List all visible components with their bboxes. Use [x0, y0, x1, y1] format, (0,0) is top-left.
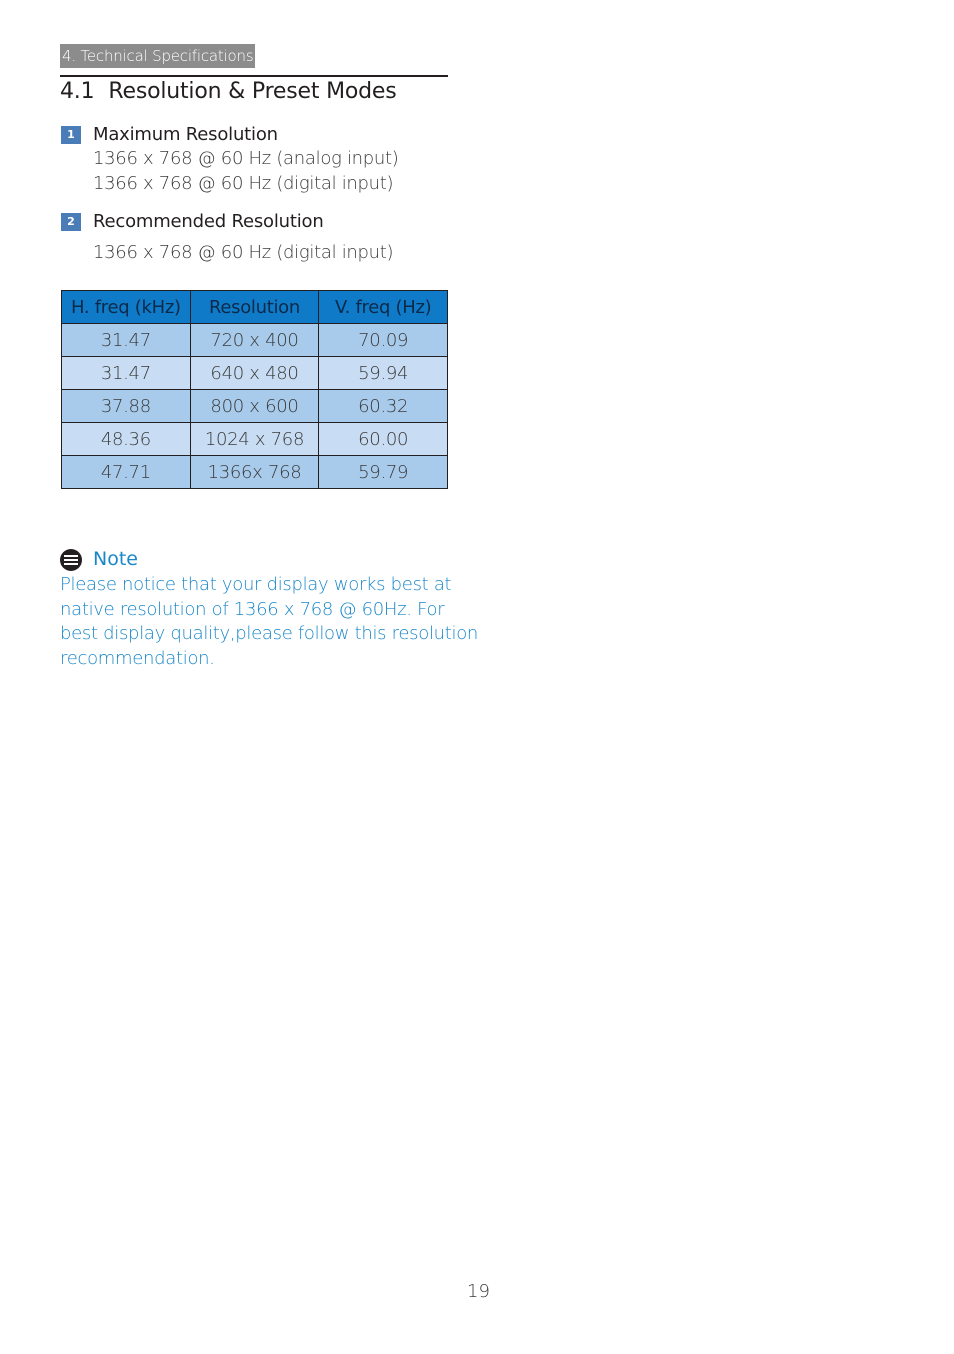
table-row [62, 423, 448, 456]
table-cell: 1366x 768 [190, 456, 319, 489]
table-row [62, 324, 448, 357]
table-cell: 31.47 [62, 357, 191, 390]
item-number-badge: 2 [61, 213, 81, 231]
table-cell: 48.36 [62, 423, 191, 456]
column-header: Resolution [190, 291, 319, 324]
section-number: 4.1 [60, 79, 95, 104]
table-cell: 800 x 600 [190, 390, 319, 423]
item-line: 1366 x 768 @ 60 Hz (digital input) [93, 242, 394, 263]
table-cell: 720 x 400 [190, 324, 319, 357]
table-cell: 31.47 [62, 324, 191, 357]
table-cell: 59.79 [319, 456, 448, 489]
table-cell: 37.88 [62, 390, 191, 423]
note-line: Please notice that your display works best at [60, 574, 452, 595]
note-text [60, 573, 479, 671]
preset-modes-table [61, 290, 448, 489]
table-cell: 60.32 [319, 390, 448, 423]
note-line: best display quality,please follow this resolution [60, 623, 479, 644]
table-cell: 1024 x 768 [190, 423, 319, 456]
page-number: 19 [467, 1281, 490, 1302]
item-number-badge: 1 [61, 126, 81, 144]
note-label: Note [93, 548, 138, 570]
table-cell: 70.09 [319, 324, 448, 357]
table-row [62, 357, 448, 390]
section-tab: 4. Technical Specifications [60, 44, 255, 68]
section-title: Resolution & Preset Modes [108, 79, 397, 104]
table-cell: 60.00 [319, 423, 448, 456]
column-header: V. freq (Hz) [319, 291, 448, 324]
table-row [62, 390, 448, 423]
table-cell: 59.94 [319, 357, 448, 390]
note-line: native resolution of 1366 x 768 @ 60Hz. For [60, 598, 445, 620]
table-cell: 47.71 [62, 456, 191, 489]
item-line: 1366 x 768 @ 60 Hz (digital input) [93, 173, 394, 194]
item-heading: Recommended Resolution [93, 211, 324, 232]
table-cell: 640 x 480 [190, 357, 319, 390]
table-header-row [62, 291, 448, 324]
column-header: H. freq (kHz) [62, 291, 191, 324]
note-icon [60, 549, 82, 571]
item-line: 1366 x 768 @ 60 Hz (analog input) [93, 148, 399, 169]
page-title [60, 77, 396, 107]
note-line: recommendation. [60, 647, 215, 669]
item-heading: Maximum Resolution [93, 124, 278, 145]
table-row [62, 456, 448, 489]
